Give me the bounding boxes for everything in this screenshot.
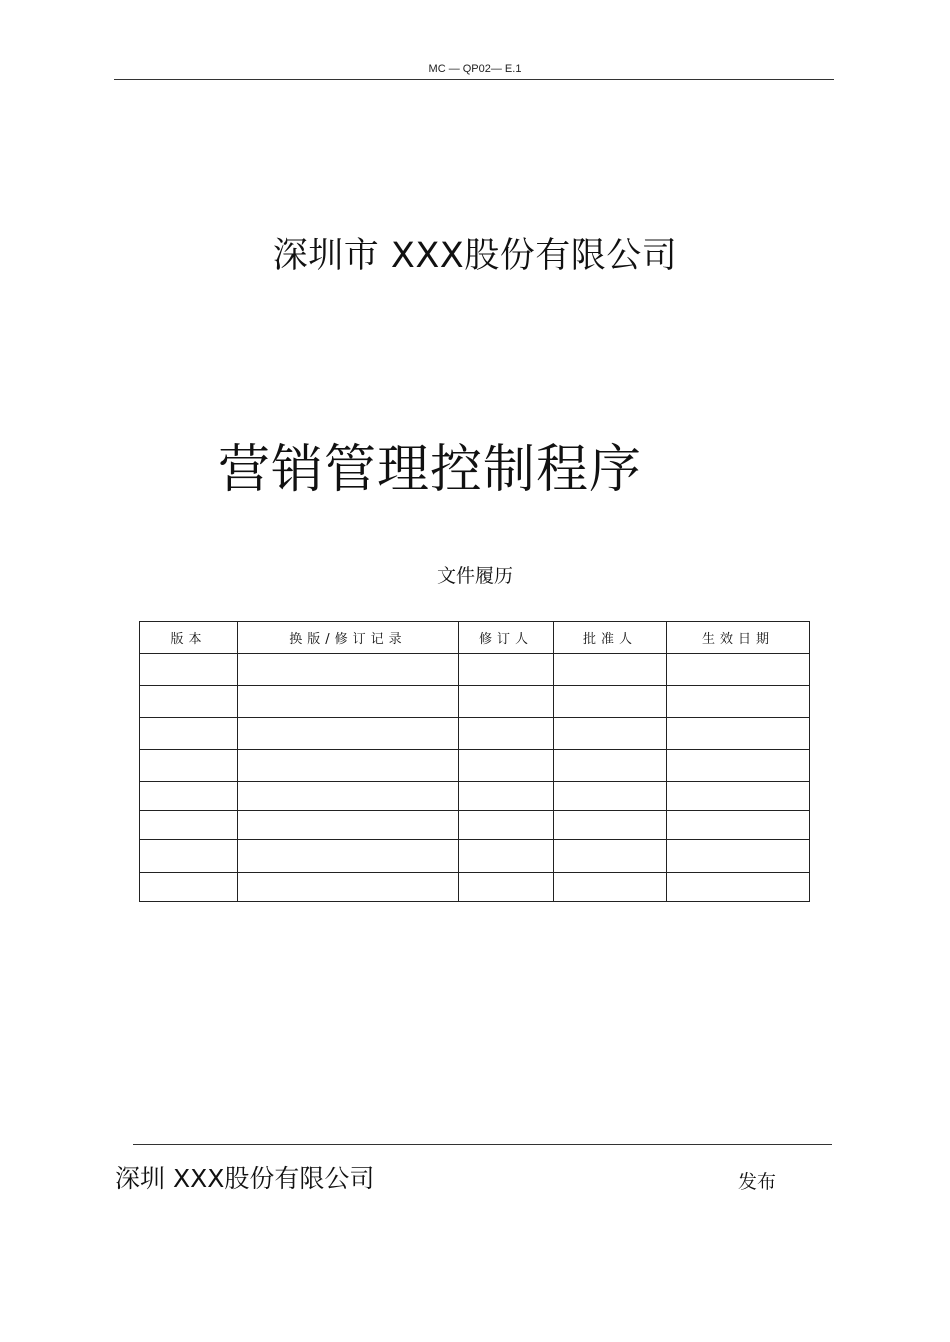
footer-company-name: 深圳 XXX股份有限公司 [115,1164,375,1193]
table-cell [459,840,554,873]
table-cell [238,750,459,782]
table-cell [459,750,554,782]
table-cell [459,654,554,686]
table-cell [140,750,238,782]
table-cell [667,686,810,718]
table-cell [140,718,238,750]
table-cell [554,750,667,782]
table-cell [238,811,459,840]
table-cell [238,782,459,811]
header-divider [114,79,834,80]
company-name: 深圳市 XXX股份有限公司 [272,236,678,276]
column-header-effective-date: 生效日期 [667,622,810,654]
document-title: 营销管理控制程序 [218,440,643,500]
table-cell [459,811,554,840]
table-cell [140,811,238,840]
footer-divider [133,1144,832,1145]
table-row [140,811,810,840]
table-cell [667,811,810,840]
table-cell [140,686,238,718]
table-cell [554,686,667,718]
column-header-reviser: 修订人 [459,622,554,654]
table-cell [554,782,667,811]
table-row [140,840,810,873]
table-cell [238,840,459,873]
table-row [140,750,810,782]
history-section-title: 文件履历 [436,565,513,587]
table-cell [238,654,459,686]
table-body [140,654,810,902]
table-cell [667,840,810,873]
table-cell [459,782,554,811]
table-cell [238,686,459,718]
table-row [140,873,810,902]
column-header-version: 版本 [140,622,238,654]
column-header-revision-record: 换版/修订记录 [238,622,459,654]
table-cell [667,718,810,750]
revision-history-table [139,621,810,902]
table-cell [140,840,238,873]
table-cell [459,686,554,718]
table-row [140,654,810,686]
document-code: MC — QP02— E.1 [428,63,522,75]
table-cell [667,782,810,811]
table-cell [459,718,554,750]
table-header-row [140,622,810,654]
column-header-approver: 批准人 [554,622,667,654]
table-cell [140,654,238,686]
table-row [140,718,810,750]
table-cell [140,782,238,811]
table-cell [140,873,238,902]
table-row [140,686,810,718]
publish-label: 发布 [738,1171,777,1193]
table-cell [554,840,667,873]
table-cell [667,873,810,902]
table-cell [238,718,459,750]
table-cell [238,873,459,902]
table-cell [667,654,810,686]
table-cell [667,750,810,782]
table-row [140,782,810,811]
table-cell [554,654,667,686]
table-cell [554,811,667,840]
table-cell [554,718,667,750]
table-cell [554,873,667,902]
table-cell [459,873,554,902]
